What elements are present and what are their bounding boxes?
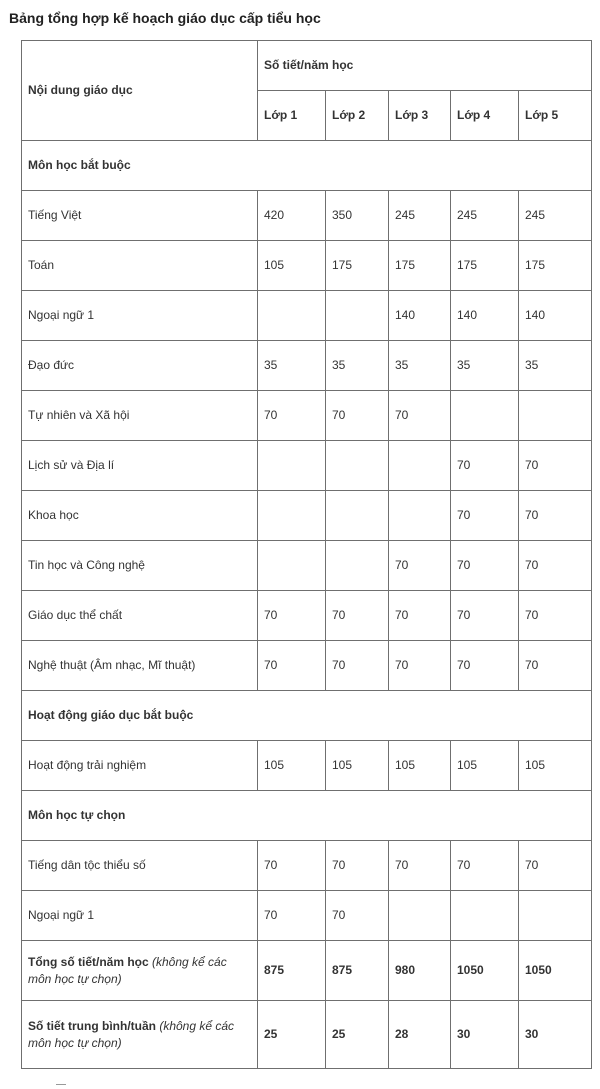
row-label: Toán [22,241,258,291]
section-label: Môn học bắt buộc [22,141,592,191]
row-label: Số tiết trung bình/tuần [28,1018,156,1033]
value-cell-grade-4 [451,391,519,441]
value-cell-grade-1 [258,291,326,341]
table-row [22,391,592,441]
value-cell-grade-5: 70 [519,441,592,491]
value-cell-grade-4 [451,891,519,941]
value-cell-grade-1: 105 [258,741,326,791]
value-cell-grade-5: 245 [519,191,592,241]
value-cell-grade-4: 70 [451,441,519,491]
value-cell-grade-2: 25 [326,1001,389,1069]
value-cell-grade-3: 35 [389,341,451,391]
table-row [22,641,592,691]
value-cell-grade-4: 140 [451,291,519,341]
value-cell-grade-1: 105 [258,241,326,291]
value-cell-grade-1: 35 [258,341,326,391]
row-label: Khoa học [22,491,258,541]
row-label: Tự nhiên và Xã hội [22,391,258,441]
value-cell-grade-5: 30 [519,1001,592,1069]
value-cell-grade-3: 28 [389,1001,451,1069]
value-cell-grade-5: 70 [519,591,592,641]
row-label: Lịch sử và Địa lí [22,441,258,491]
grade-header-3: Lớp 3 [389,91,451,141]
value-cell-grade-3: 980 [389,941,451,1001]
value-cell-grade-3: 140 [389,291,451,341]
value-cell-grade-2 [326,291,389,341]
value-cell-grade-5: 105 [519,741,592,791]
value-cell-grade-4: 245 [451,191,519,241]
value-cell-grade-3: 70 [389,591,451,641]
row-label: Ngoại ngữ 1 [22,891,258,941]
value-cell-grade-5: 140 [519,291,592,341]
table-row [22,541,592,591]
header-periods-cell: Số tiết/năm học [258,41,592,91]
row-label: Tiếng dân tộc thiểu số [22,841,258,891]
value-cell-grade-2: 70 [326,841,389,891]
value-cell-grade-1: 25 [258,1001,326,1069]
row-label-cell [22,1001,258,1069]
table-row [22,291,592,341]
value-cell-grade-1 [258,441,326,491]
value-cell-grade-5: 1050 [519,941,592,1001]
value-cell-grade-3: 70 [389,641,451,691]
row-label-cell [22,941,258,1001]
row-label: Tiếng Việt [22,191,258,241]
value-cell-grade-4: 70 [451,641,519,691]
value-cell-grade-1: 70 [258,591,326,641]
section-row [22,791,592,841]
page-title: Bảng tổng hợp kế hoạch giáo dục cấp tiểu học [9,10,321,26]
value-cell-grade-5: 70 [519,541,592,591]
value-cell-grade-3: 245 [389,191,451,241]
value-cell-grade-2: 70 [326,391,389,441]
value-cell-grade-2 [326,541,389,591]
section-row [22,141,592,191]
table-row [22,241,592,291]
grade-header-1: Lớp 1 [258,91,326,141]
table-header-row [22,41,592,91]
row-note: (không kể các môn học tự chọn) [28,954,227,986]
value-cell-grade-3: 175 [389,241,451,291]
section-label: Hoạt động giáo dục bắt buộc [22,691,592,741]
divider [56,1084,66,1089]
average-row [22,1001,592,1069]
value-cell-grade-5 [519,891,592,941]
table-row [22,741,592,791]
value-cell-grade-2: 70 [326,891,389,941]
value-cell-grade-1 [258,491,326,541]
table-row [22,841,592,891]
value-cell-grade-5: 35 [519,341,592,391]
value-cell-grade-4: 175 [451,241,519,291]
value-cell-grade-4: 30 [451,1001,519,1069]
value-cell-grade-1: 70 [258,841,326,891]
section-row [22,691,592,741]
header-content-cell: Nội dung giáo dục [22,41,258,141]
value-cell-grade-2: 105 [326,741,389,791]
value-cell-grade-5 [519,391,592,441]
row-note: (không kể các môn học tự chọn) [28,1018,235,1050]
value-cell-grade-3: 70 [389,541,451,591]
value-cell-grade-2: 70 [326,591,389,641]
value-cell-grade-4: 70 [451,841,519,891]
value-cell-grade-4: 70 [451,541,519,591]
row-label: Hoạt động trải nghiệm [22,741,258,791]
value-cell-grade-1: 70 [258,641,326,691]
value-cell-grade-2: 875 [326,941,389,1001]
value-cell-grade-4: 105 [451,741,519,791]
value-cell-grade-5: 175 [519,241,592,291]
value-cell-grade-5: 70 [519,641,592,691]
value-cell-grade-2 [326,441,389,491]
row-label: Tin học và Công nghệ [22,541,258,591]
value-cell-grade-4: 1050 [451,941,519,1001]
row-label: Ngoại ngữ 1 [22,291,258,341]
value-cell-grade-1 [258,541,326,591]
value-cell-grade-4: 35 [451,341,519,391]
value-cell-grade-2: 70 [326,641,389,691]
value-cell-grade-2 [326,491,389,541]
table-row [22,591,592,641]
value-cell-grade-1: 70 [258,391,326,441]
row-label: Nghệ thuật (Âm nhạc, Mĩ thuật) [22,641,258,691]
value-cell-grade-4: 70 [451,591,519,641]
grade-header-4: Lớp 4 [451,91,519,141]
section-label: Môn học tự chọn [22,791,592,841]
value-cell-grade-1: 420 [258,191,326,241]
value-cell-grade-3 [389,441,451,491]
value-cell-grade-5: 70 [519,491,592,541]
value-cell-grade-3 [389,891,451,941]
grade-header-5: Lớp 5 [519,91,592,141]
grade-header-2: Lớp 2 [326,91,389,141]
table-row [22,891,592,941]
education-plan-table [21,40,592,1069]
total-row [22,941,592,1001]
value-cell-grade-3: 70 [389,391,451,441]
table-row [22,491,592,541]
row-label: Đạo đức [22,341,258,391]
value-cell-grade-1: 70 [258,891,326,941]
value-cell-grade-3: 70 [389,841,451,891]
value-cell-grade-2: 175 [326,241,389,291]
value-cell-grade-1: 875 [258,941,326,1001]
value-cell-grade-2: 350 [326,191,389,241]
row-label: Tổng số tiết/năm học [28,954,149,969]
value-cell-grade-3: 105 [389,741,451,791]
table-row [22,341,592,391]
value-cell-grade-4: 70 [451,491,519,541]
value-cell-grade-3 [389,491,451,541]
table-row [22,441,592,491]
value-cell-grade-5: 70 [519,841,592,891]
row-label: Giáo dục thể chất [22,591,258,641]
value-cell-grade-2: 35 [326,341,389,391]
table-row [22,191,592,241]
